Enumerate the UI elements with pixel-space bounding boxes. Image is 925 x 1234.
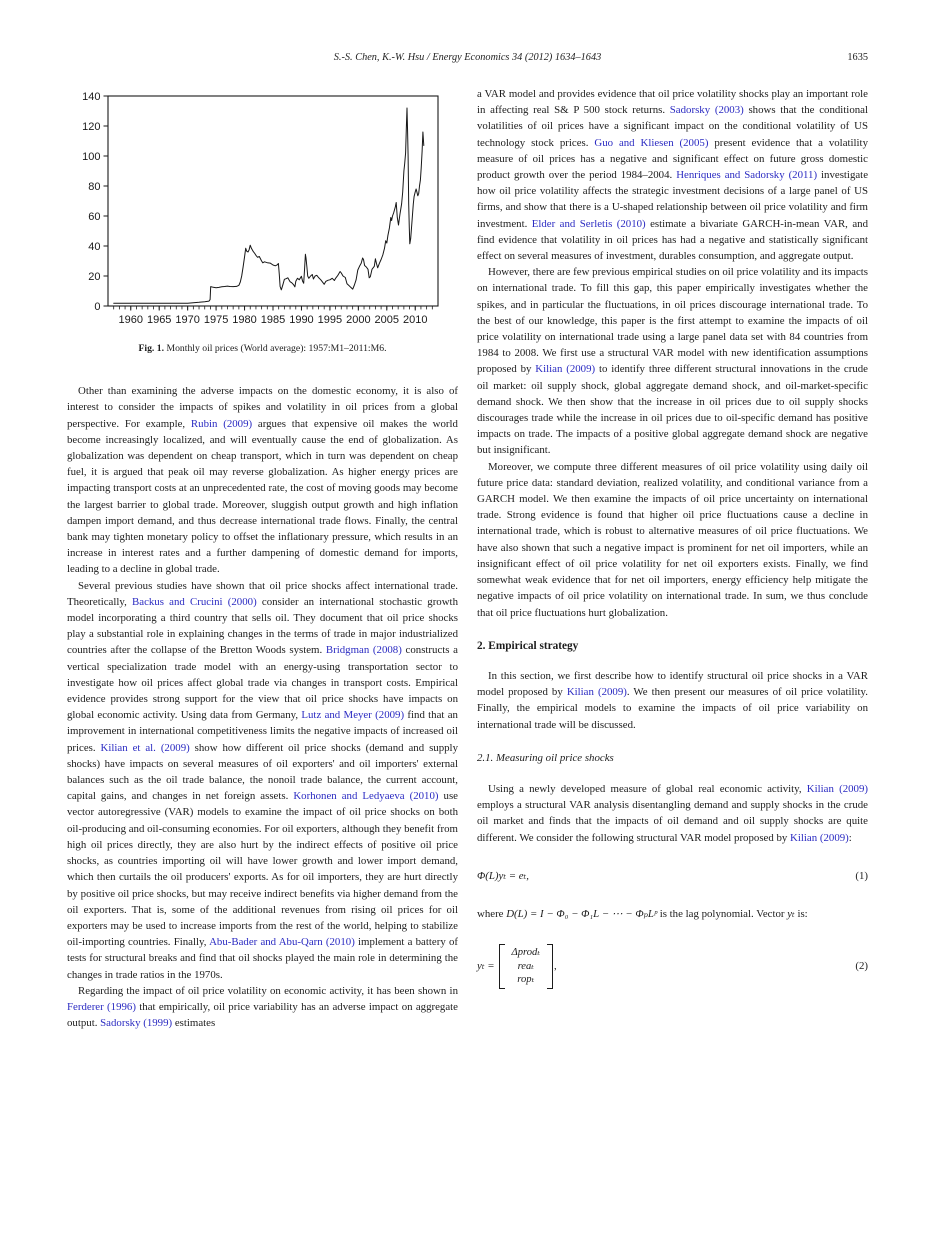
y-tick-label: 140 xyxy=(82,90,101,103)
text-run: is the lag polynomial. Vector xyxy=(657,907,788,920)
equation-2-number: (2) xyxy=(855,960,868,973)
x-tick-label: 1975 xyxy=(203,314,229,326)
running-head xyxy=(67,52,868,66)
plot-border xyxy=(108,96,438,306)
right-bracket xyxy=(547,944,553,989)
citation-link[interactable]: Sadorsky (1999) xyxy=(100,1017,173,1030)
citation-link[interactable]: Backus and Crucini (2000) xyxy=(132,595,257,608)
section-2-heading: 2. Empirical strategy xyxy=(477,639,579,652)
fig1-caption-label: Fig. 1. xyxy=(138,343,165,354)
math-inline: D(L) = I − Φ₀ − Φ₁L − ⋯ − ΦₚLᵖ xyxy=(506,907,658,920)
vector-rows xyxy=(505,944,547,989)
text-run: estimates xyxy=(172,1017,216,1030)
x-tick-label: 2000 xyxy=(346,314,371,326)
text-run: find that an improvement in international competitiveness limits the negative impacts of increased oil prices. xyxy=(67,709,458,754)
text-run: to identify three different structural innovations in the crude oil market: oil supply shock, global aggregate demand shock, and oil-market-specific demand shock. We then show that the increase in oil prices due to oil supply shocks discourages trade while the increase in oil prices due to oil-specific demand has positive impacts on trade. The impacts of a positive global aggregate demand shock are negative but insignificant. xyxy=(477,363,868,457)
equation-1-expression: Φ(L)yₜ = eₜ, xyxy=(477,869,529,882)
citation-link[interactable]: Henriques and Sadorsky (2011) xyxy=(676,169,818,182)
text-run: constructs a vertical specialization trade model with an energy-using transportation sector to investigate how oil prices affect global trade via changes in transport costs. Empirical evidence provides strong support for the view that oil price shocks have impacts on global economic activity. Using data from Germany, xyxy=(67,644,458,722)
text-run: a VAR model and provides evidence that oil price volatility shocks play an important role in affecting real S& P 500 stock returns. xyxy=(477,88,868,117)
text-run: estimate a bivariate GARCH-in-mean VAR, and find evidence that volatility in oil prices has had a negative and statistically significant effect on several measures of investment, durables consumption, and aggregate output. xyxy=(477,217,868,263)
right-paragraph-3 xyxy=(477,459,868,621)
equation-2-lhs: yₜ = xyxy=(477,960,495,973)
citation-link[interactable]: Kilian et al. (2009) xyxy=(100,741,190,754)
y-tick-label: 40 xyxy=(88,240,101,253)
text-run: present evidence that a volatility measure of oil prices has a negative and significant effect on future gross domestic product growth over the period 1984–2004. xyxy=(477,136,868,182)
column-vector xyxy=(499,944,553,989)
y-tick-label: 20 xyxy=(88,270,101,283)
vector-row-3: ropₜ xyxy=(517,974,535,986)
x-tick-label: 1985 xyxy=(260,314,286,326)
subsection-2-1-heading: 2.1. Measuring oil price shocks xyxy=(477,751,614,764)
text-run: Other than examining the adverse impacts on the domestic economy, it is also of interest to consider the impacts of spikes and volatility in oil prices from a global perspective. For example, xyxy=(67,385,458,430)
text-run: argues that expensive oil makes the world become increasingly localized, and will eventually cause the end of globalization. As globalization was dependent on cheap transport, which in turn was dependent on cheap fuel, it is argued that peak oil may reverse globalization. As higher energy prices are impacting transport costs at an unprecedented rate, the cost of moving goods may become the largest barrier to global trade. Moreover, sluggish output growth and high inflation dampen import demand, and thus decrease international trade flows. Finally, the central bank may tighten monetary policy to offset the inflationary pressure, which results in an increase in interest rates and a further dampening of domestic demand for imports, leading to a decline in global trade. xyxy=(67,417,458,576)
text-run: shows that the conditional volatilities of oil prices have a significant impact on the conditional volatility of US technology stock prices. xyxy=(477,104,868,149)
x-tick-label: 1980 xyxy=(232,314,257,326)
text-run: implement a battery of tests for structural breaks and find that oil shocks played the main role in determining the changes in trade ratios in the 1970s. xyxy=(67,936,458,981)
text-run: However, there are few previous empirical studies on oil price volatility and its impacts on international trade. To fill this gap, this paper empirically investigates whether the spikes, and in particular the fluctuations, in oil prices discourage international trade. To the best of our knowledge, this paper is the first attempt to examine the impacts of oil price volatility on international trade using a large panel data set with 84 countries from 1984 to 2008. We first use a structural VAR model with new identification assumptions proposed by xyxy=(477,266,868,376)
text-run: use vector autoregressive (VAR) models to examine the impact of oil price shocks on both oil-producing and oil-consuming economies. For oil exporters, although they benefit from high oil prices directly, they are also hurt by the indirect effects of positive oil price shocks, as countries importing oil will have lower growth and lower import demand, which then curtails the oil producers' exports. As for oil importers, they are hurt directly by positive oil price shocks, but may receive indirect benefits via higher demand from the oil exporters. That is, some of the additional revenues from rising oil prices for oil exporters may be used to increase imports from the rest of the world, helping to stabilize oil-importing countries. Finally, xyxy=(67,790,458,949)
y-tick-label: 100 xyxy=(82,150,101,163)
text-run: that empirically, oil price variability has an adverse impact on aggregate output. xyxy=(67,1000,458,1030)
text-run: . We then present our measures of oil price volatility. Finally, the empirical models to examine the impacts of oil price variability on international trade will be discussed. xyxy=(477,686,868,731)
text-run: investigate how oil price volatility affects the strategic investment decisions of a large panel of US firms, and show that there is a U-shaped relationship between oil price volatility and firm investment. xyxy=(477,169,869,230)
right-paragraph-2 xyxy=(477,264,868,458)
citation-link[interactable]: Elder and Serletis (2010) xyxy=(531,217,646,230)
page-number: 1635 xyxy=(847,52,868,63)
x-tick-label: 1990 xyxy=(289,314,314,326)
text-run: Using a newly developed measure of global real economic activity, xyxy=(488,782,807,795)
text-run: : xyxy=(848,831,852,844)
fig1-svg xyxy=(67,88,459,332)
math-inline: yₜ xyxy=(787,907,795,920)
citation-link[interactable]: Kilian (2009) xyxy=(790,831,849,844)
figure-1 xyxy=(67,88,458,357)
equation-1-number: (1) xyxy=(855,869,868,882)
left-paragraph-1 xyxy=(67,383,458,577)
x-tick-label: 2005 xyxy=(374,314,400,326)
equation-2-expression xyxy=(477,944,557,989)
y-tick-label: 60 xyxy=(88,210,101,223)
two-column-body xyxy=(67,86,868,1031)
x-tick-label: 1960 xyxy=(118,314,144,326)
citation-link[interactable]: Guo and Kliesen (2005) xyxy=(594,136,709,149)
text-run: Moreover, we compute three different measures of oil price volatility using daily oil future price data: standard deviation, realized volatility, and conditional variance from a GARCH model. We then examine the impacts of oil price uncertainty on international trade. Strong evidence is found that higher oil price fluctuations cause a decline in international trade, which is robust to alternative measures of oil price fluctuations. We have also shown that such a negative impact is prominent for net oil importers, while an insignificant effect of oil price volatility for net oil exporters exists. Finally, we find somewhat weak evidence that for net oil importers, energy efficiency help mitigate the negative impacts of oil price volatility on international trade. In sum, we thus conclude that oil price fluctuations hurt globalization. xyxy=(477,460,868,619)
right-paragraph-1 xyxy=(477,86,868,264)
right-paragraph-4 xyxy=(477,668,868,733)
text-run: Several previous studies have shown that oil price shocks affect international trade. Theoretically, xyxy=(67,579,458,608)
citation-link[interactable]: Korhonen and Ledyaeva (2010) xyxy=(293,790,439,803)
text-run: show how different oil price shocks (demand and supply shocks) have impacts on several measures of oil exporters' and oil importers' external balances such as the oil trade balance, the nonoil trade balance, the current account, capital gains, and changes in net foreign assets. xyxy=(67,741,458,803)
text-run: employs a structural VAR analysis disentangling demand and supply shocks in the crude oil market and finds that the impacts of oil demand and oil supply shocks are quite different. We consider the following structural VAR model proposed by xyxy=(477,799,868,844)
fig1-caption-text: Monthly oil prices (World average): 1957:M1–2011:M6. xyxy=(164,343,387,354)
y-tick-label: 120 xyxy=(82,120,101,133)
left-column xyxy=(67,86,458,1031)
fig1-oil-price-chart xyxy=(67,88,458,332)
vector-row-2: reaₜ xyxy=(517,960,534,972)
citation-link[interactable]: Rubin (2009) xyxy=(190,417,253,430)
citation-link[interactable]: Sadorsky (2003) xyxy=(669,104,744,117)
citation-link[interactable]: Kilian (2009) xyxy=(806,782,868,795)
citation-link[interactable]: Lutz and Meyer (2009) xyxy=(301,709,405,722)
oil-price-line xyxy=(114,108,424,303)
left-paragraph-3 xyxy=(67,983,458,1032)
fig1-caption xyxy=(67,341,458,357)
y-tick-label: 0 xyxy=(94,300,101,313)
x-tick-label: 1965 xyxy=(146,314,172,326)
citation-link[interactable]: Kilian (2009) xyxy=(566,686,627,699)
equation-2 xyxy=(477,944,868,989)
text-run: is: xyxy=(794,907,808,920)
x-tick-label: 1995 xyxy=(317,314,343,326)
text-run: In this section, we first describe how to identify structural oil price shocks in a VAR model proposed by xyxy=(477,669,868,699)
y-tick-label: 80 xyxy=(88,180,101,193)
equation-where-clause xyxy=(477,906,868,922)
x-tick-label: 2010 xyxy=(402,314,428,326)
citation-link[interactable]: Bridgman (2008) xyxy=(325,644,402,657)
running-title: S.-S. Chen, K.-W. Hsu / Energy Economics 34 (2012) 1634–1643 xyxy=(333,52,602,63)
left-paragraph-2 xyxy=(67,578,458,983)
text-run: consider an international stochastic growth model incorporating a third country that sells oil. They document that oil price shocks play a substantial role in explaining changes in the terms of trade in major industrialized countries after the collapse of the Bretton Woods system. xyxy=(67,595,458,657)
text-run: where xyxy=(477,907,507,920)
citation-link[interactable]: Kilian (2009) xyxy=(535,363,596,376)
citation-link[interactable]: Ferderer (1996) xyxy=(67,1000,136,1013)
text-run: Regarding the impact of oil price volatility on economic activity, it has been shown in xyxy=(78,984,458,997)
x-tick-label: 1970 xyxy=(175,314,200,326)
vector-row-1: Δprodₜ xyxy=(511,947,540,959)
equation-2-tail: , xyxy=(553,960,557,973)
equation-1 xyxy=(477,868,868,884)
right-paragraph-5 xyxy=(477,781,868,846)
right-column xyxy=(477,86,868,1031)
citation-link[interactable]: Abu-Bader and Abu-Qarn (2010) xyxy=(209,936,355,949)
